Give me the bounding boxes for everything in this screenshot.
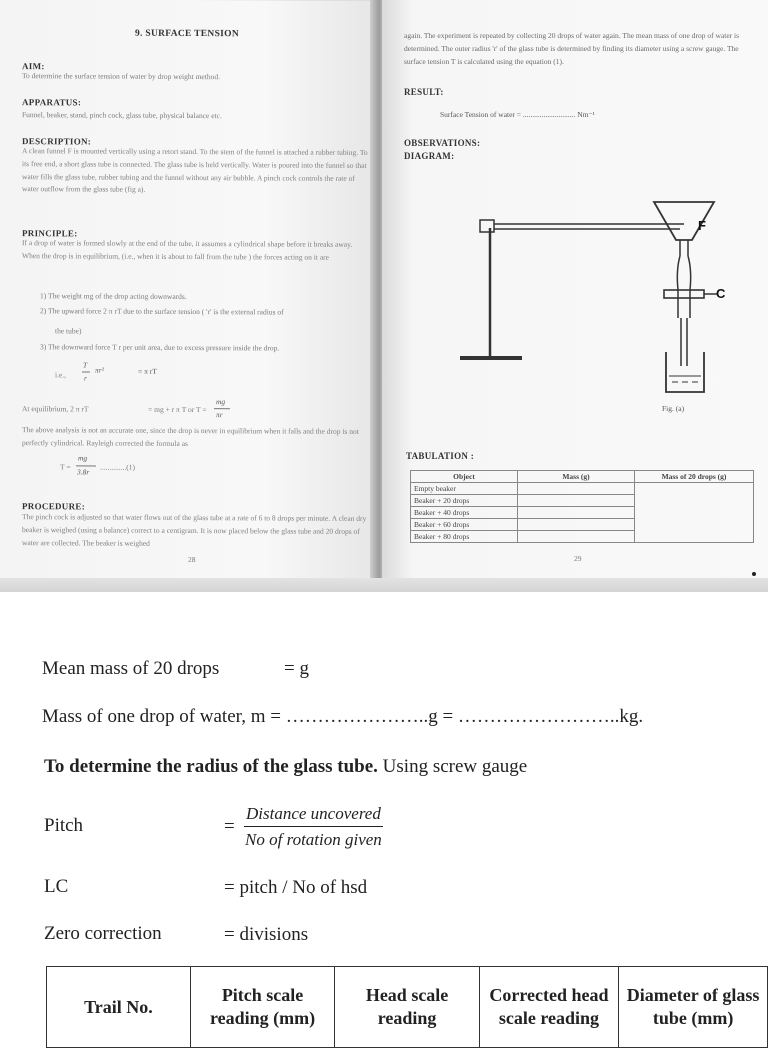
table-header: Trail No.: [47, 967, 191, 1048]
table-cell: Beaker + 80 drops: [411, 531, 518, 543]
procedure-heading: PROCEDURE:: [22, 501, 85, 512]
principle-heading: PRINCIPLE:: [22, 228, 78, 239]
observations-heading: OBSERVATIONS:: [404, 138, 481, 148]
pitch-label: Pitch: [44, 815, 84, 836]
table-cell: Empty beaker: [411, 483, 518, 495]
table-header: Corrected head scale reading: [479, 967, 618, 1048]
ie-eq: = π rT: [138, 366, 157, 376]
principle-item-3: 3) The downward force T r per unit area, due to excess pressure inside the drop.: [40, 342, 280, 353]
radius-heading-line: [44, 756, 527, 778]
page-number-left: 28: [188, 554, 196, 565]
table-header: Mass of 20 drops (g): [635, 471, 754, 483]
pitch-fraction: [244, 804, 383, 850]
zero-correction-value: = divisions: [224, 924, 309, 945]
lc-label: LC: [44, 876, 69, 897]
analysis-text: The above analysis is not an accurate one, since the drop is never in equilibrium when it falls and the drop is not perfectly cylindrical. Rayleigh corrected the formula as: [22, 425, 359, 448]
table-cell: Beaker + 20 drops: [411, 495, 518, 507]
description-heading: DESCRIPTION:: [22, 136, 92, 147]
radius-heading: To determine the radius of the glass tube.: [44, 756, 378, 777]
ie-fraction-bar: [82, 371, 90, 372]
table-header: Pitch scale reading (mm): [190, 967, 335, 1048]
table-row: [411, 483, 754, 495]
table-cell: Beaker + 40 drops: [411, 507, 518, 519]
photo-bottom-edge: [0, 578, 768, 592]
pitch-equals: =: [224, 816, 235, 837]
apparatus-heading: APPARATUS:: [22, 97, 82, 108]
equilibrium-fraction-bar: [214, 408, 230, 409]
screw-gauge-table: [46, 966, 768, 1048]
label-funnel: F: [698, 218, 706, 233]
mass-table: [410, 470, 754, 543]
equilibrium-text: At equilibrium, 2 π rT: [22, 404, 89, 414]
description-text: A clean funnel F is mounted vertically using a retort stand. To the stem of the funnel is attached a rubber tubing. To its free end, a short glass tube is connected. The glass tube is held vertically. Water is poured into the funnel so that water fills the glass tube, rubber tubing and the funnel without any air bubble. A pinch cock controls the rate of water outflow from the glass tube (fig a).: [22, 146, 368, 195]
pinch-cock: [664, 290, 704, 298]
page-title: 9. SURFACE TENSION: [135, 28, 240, 40]
result-heading: RESULT:: [404, 87, 444, 97]
diagram-heading: DIAGRAM:: [404, 151, 455, 161]
worksheet-section: [0, 592, 768, 1024]
aim-heading: AIM:: [22, 61, 45, 72]
table-header: Diameter of glass tube (mm): [619, 967, 768, 1048]
equilibrium-mid: = mg + r π T or T =: [148, 404, 207, 415]
zero-correction-label: Zero correction: [44, 923, 162, 944]
ie-num: T: [83, 360, 88, 370]
pitch-denominator: No of rotation given: [245, 830, 382, 849]
table-header: Head scale reading: [335, 967, 480, 1048]
equilibrium-num: mg: [216, 397, 226, 407]
tabulation-heading: TABULATION :: [406, 451, 475, 461]
aim-text: To determine the surface tension of water by drop weight method.: [22, 71, 220, 82]
radius-suffix: Using screw gauge: [377, 756, 528, 777]
principle-text: If a drop of water is formed slowly at the end of the tube, it assumes a cylindrical shape before it breaks away. When the drop is in equilibrium, (i.e., when it is about to fall from the tube ) the forces acting on it are: [22, 238, 353, 262]
principle-item-1: 1) The weight mg of the drop acting downwards.: [40, 291, 187, 301]
procedure-text: The pinch cock is adjusted so that water flows out of the glass tube at a rate of 6 to 8 drops per minute. A clean dry beaker is weighed (using a balance) correct to a centigram. It is now placed below the glass tube and 20 drops of water are collected. The beaker is weighed: [22, 512, 367, 548]
pitch-numerator: Distance uncovered: [244, 804, 383, 827]
table-header: Object: [411, 471, 518, 483]
rayleigh-den: 3.8r: [77, 467, 90, 477]
table-cell: Beaker + 60 drops: [411, 519, 518, 531]
table-header: Mass (g): [518, 471, 635, 483]
beaker: [666, 352, 704, 392]
apparatus-text: Funnel, beaker, stand, pinch cock, glass tube, physical balance etc.: [22, 110, 222, 121]
lc-value: = pitch / No of hsd: [224, 877, 368, 898]
figure-caption: Fig. (a): [662, 404, 685, 413]
rubber-tubing: [677, 256, 680, 318]
page-dot: [752, 572, 756, 576]
rayleigh-fraction-bar: [76, 465, 96, 466]
clamp-boss: [480, 220, 494, 232]
rayleigh-lhs: T =: [60, 462, 71, 472]
ie-prefix: i.e.,: [55, 370, 67, 380]
rayleigh-tag: ..............(1): [100, 462, 135, 472]
principle-item-2-cont: the tube): [55, 326, 82, 336]
mean-mass-value: = g: [284, 658, 309, 679]
principle-item-2: 2) The upward force 2 π rT due to the surface tension ( 'r' is the external radius of: [40, 306, 284, 317]
mean-mass-label: Mean mass of 20 drops: [42, 658, 220, 679]
ie-rest: πr²: [95, 365, 104, 375]
equilibrium-den: πr: [216, 410, 223, 420]
page-number-right: 29: [574, 554, 582, 563]
left-page: [0, 0, 378, 592]
label-pinch-cock: C: [716, 286, 726, 301]
continuation-text: again. The experiment is repeated by collecting 20 drops of water again. The mean mass of one drop of water is determined. The outer radius 'r' of the glass tube is determined by finding its diameter using a screw gauge. The surface tension T is calculated using the equation (1).: [404, 31, 740, 66]
rayleigh-num: mg: [78, 453, 88, 463]
ie-den: r: [84, 373, 87, 383]
one-drop-mass: Mass of one drop of water, m = …………………..g = ……………………..kg.: [42, 706, 644, 727]
result-text: Surface Tension of water = ............................ Nm⁻¹: [440, 110, 595, 119]
